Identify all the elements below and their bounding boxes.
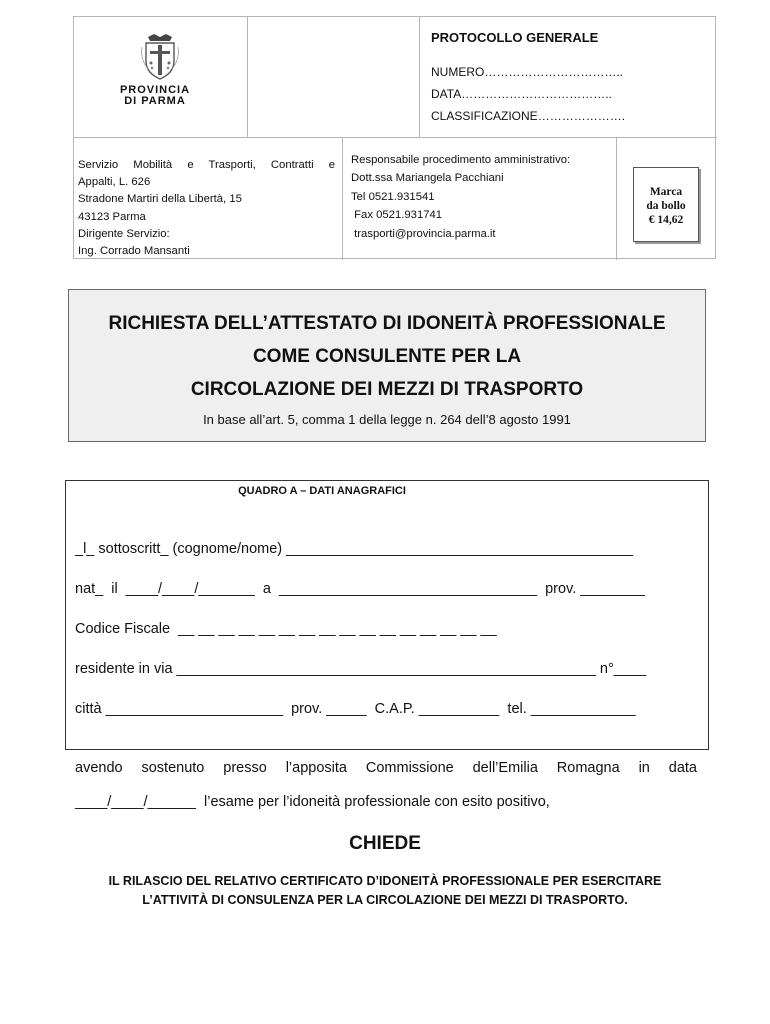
- marca-da-bollo-box: [633, 167, 699, 242]
- document-title-line3: CIRCOLAZIONE DEI MEZZI DI TRASPORTO: [190, 379, 584, 400]
- body-paragraph-1: avendo sostenuto presso l’apposita Commissione dell’Emilia Romagna in data: [75, 760, 697, 776]
- responsabile-line: Responsabile procedimento amministrativo:: [351, 154, 571, 166]
- protocol-data-field[interactable]: DATA………………………………..: [431, 87, 612, 101]
- protocol-numero-field[interactable]: NUMERO……………………………..: [431, 65, 623, 79]
- header-divider: [247, 17, 248, 137]
- header-divider: [342, 137, 343, 260]
- document-subtitle: In base all’art. 5, comma 1 della legge n. 264 dell’8 agosto 1991: [203, 412, 571, 427]
- office-line: 43123 Parma: [78, 210, 146, 223]
- responsabile-email-link[interactable]: trasporti@provincia.parma.it: [351, 227, 496, 240]
- office-line: Dirigente Servizio:: [78, 227, 170, 240]
- office-line: Ing. Corrado Mansanti: [78, 245, 190, 258]
- responsabile-line: Dott.ssa Mariangela Pacchiani: [351, 172, 504, 185]
- header-divider: [419, 17, 420, 137]
- rilascio-request-text: IL RILASCIO DEL RELATIVO CERTIFICATO D’IDONEITÀ PROFESSIONALE PER ESERCITARE L’ATTIVITÀ DI CONSULENZA PER LA CIRCOLAZIONE DEI MEZZI DI TRASPORTO.: [108, 874, 662, 907]
- field-citta-cap-tel[interactable]: città ______________________ prov. _____ C.A.P. __________ tel. _____________: [75, 701, 636, 717]
- field-nascita[interactable]: nat_ il ____/____/_______ a ________________________________ prov. ________: [75, 581, 645, 597]
- bollo-line: Marca: [649, 186, 683, 198]
- field-codice-fiscale[interactable]: Codice Fiscale __ __ __ __ __ __ __ __ __ __ __ __ __ __ __ __: [75, 621, 497, 637]
- responsabile-info: [351, 151, 570, 243]
- header-divider: [616, 137, 617, 260]
- field-residenza[interactable]: residente in via ____________________________________________________ n°____: [75, 661, 647, 677]
- office-line: Stradone Martiri della Libertà, 15: [78, 193, 242, 206]
- body-paragraph-2[interactable]: ____/____/______ l’esame per l’idoneità professionale con esito positivo,: [75, 794, 550, 810]
- quadro-a-title: QUADRO A – DATI ANAGRAFICI: [238, 485, 406, 497]
- header-divider: [74, 137, 717, 138]
- office-line: Servizio Mobilità e Trasporti, Contratti e: [78, 159, 335, 171]
- provincia-logo-text: PROVINCIA DI PARMA: [119, 84, 191, 107]
- title-box: [68, 289, 706, 442]
- provincia-coat-of-arms-logo: [138, 33, 182, 81]
- document-title-line2: COME CONSULENTE PER LA: [252, 346, 522, 367]
- document-title-line1: RICHIESTA DELL’ATTESTATO DI IDONEITÀ PROFESSIONALE: [108, 313, 666, 334]
- responsabile-line: Tel 0521.931541: [351, 190, 435, 203]
- protocol-title: PROTOCOLLO GENERALE: [431, 30, 599, 45]
- bollo-line: da bollo: [646, 200, 686, 212]
- bollo-amount: € 14,62: [648, 214, 684, 226]
- office-line: Appalti, L. 626: [78, 176, 151, 189]
- responsabile-line: Fax 0521.931741: [351, 209, 443, 222]
- field-cognome-nome[interactable]: _l_ sottoscritt_ (cognome/nome) ___________________________________________: [75, 541, 633, 557]
- protocol-classificazione-field[interactable]: CLASSIFICAZIONE………………….: [431, 109, 626, 123]
- office-info: [78, 157, 335, 260]
- chiede-heading: CHIEDE: [349, 833, 421, 854]
